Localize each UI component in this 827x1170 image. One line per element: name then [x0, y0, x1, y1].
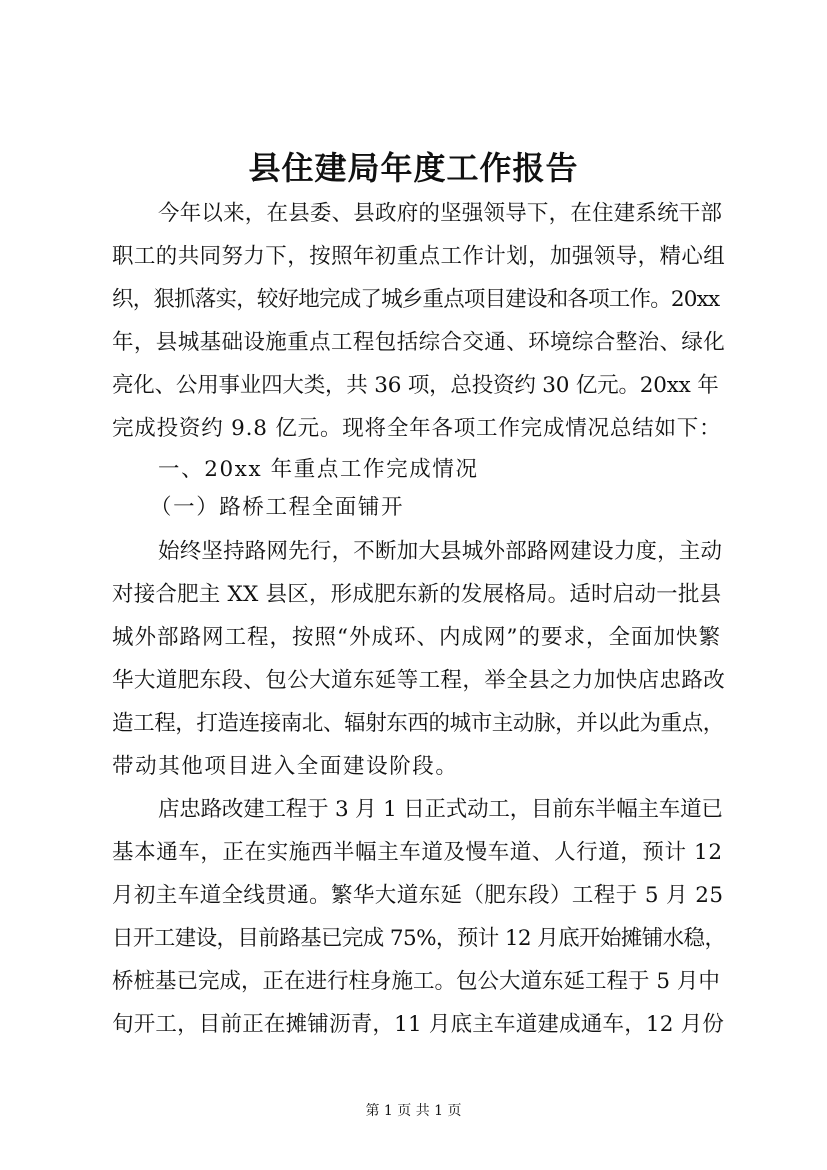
subsection-heading-1: （一）路桥工程全面铺开	[150, 495, 405, 520]
body-line-16: 基本通车，正在实施西半幅主车道及慢车道、人行道，预计 12	[112, 840, 723, 865]
body-line-1: 今年以来，在县委、县政府的坚强领导下，在住建系统干部	[158, 201, 723, 226]
document-title: 县住建局年度工作报告	[248, 149, 579, 187]
body-line-9: 始终坚持路网先行，不断加大县城外部路网建设力度，主动	[158, 539, 723, 564]
body-line-11: 城外部路网工程，按照“外成环、内成网”的要求，全面加快繁	[112, 625, 721, 650]
body-line-10: 对接合肥主 XX 县区，形成肥东新的发展格局。适时启动一批县	[112, 582, 722, 607]
body-line-3: 织，狠抓落实，较好地完成了城乡重点项目建设和各项工作。20xx	[112, 287, 720, 312]
body-line-2: 职工的共同努力下，按照年初重点工作计划，加强领导，精心组	[112, 244, 726, 269]
body-line-19: 桥桩基已完成，正在进行柱身施工。包公大道东延工程于 5 月中	[112, 969, 720, 994]
page-footer: 第 1 页 共 1 页	[365, 1103, 462, 1119]
body-line-14: 带动其他项目进入全面建设阶段。	[112, 754, 459, 779]
body-line-15: 店忠路改建工程于 3 月 1 日正式动工，目前东半幅主车道已	[158, 797, 723, 822]
body-line-13: 造工程，打造连接南北、辐射东西的城市主动脉，并以此为重点，	[112, 711, 724, 736]
body-line-6: 完成投资约 9.8 亿元。现将全年各项工作完成情况总结如下：	[112, 416, 722, 441]
section-heading-1: 一、20xx 年重点工作完成情况	[158, 457, 479, 482]
body-line-17: 月初主车道全线贯通。繁华大道东延（肥东段）工程于 5 月 25	[112, 883, 724, 908]
body-line-12: 华大道肥东段、包公大道东延等工程，举全县之力加快店忠路改	[112, 668, 726, 693]
body-line-5: 亮化、公用事业四大类，共 36 项，总投资约 30 亿元。20xx 年	[112, 373, 719, 398]
body-line-18: 日开工建设，目前路基已完成 75%，预计 12 月底开始摊铺水稳，	[112, 926, 726, 951]
body-line-20: 旬开工，目前正在摊铺沥青，11 月底主车道建成通车，12 月份	[112, 1012, 725, 1037]
body-line-4: 年，县城基础设施重点工程包括综合交通、环境综合整治、绿化	[112, 330, 726, 355]
